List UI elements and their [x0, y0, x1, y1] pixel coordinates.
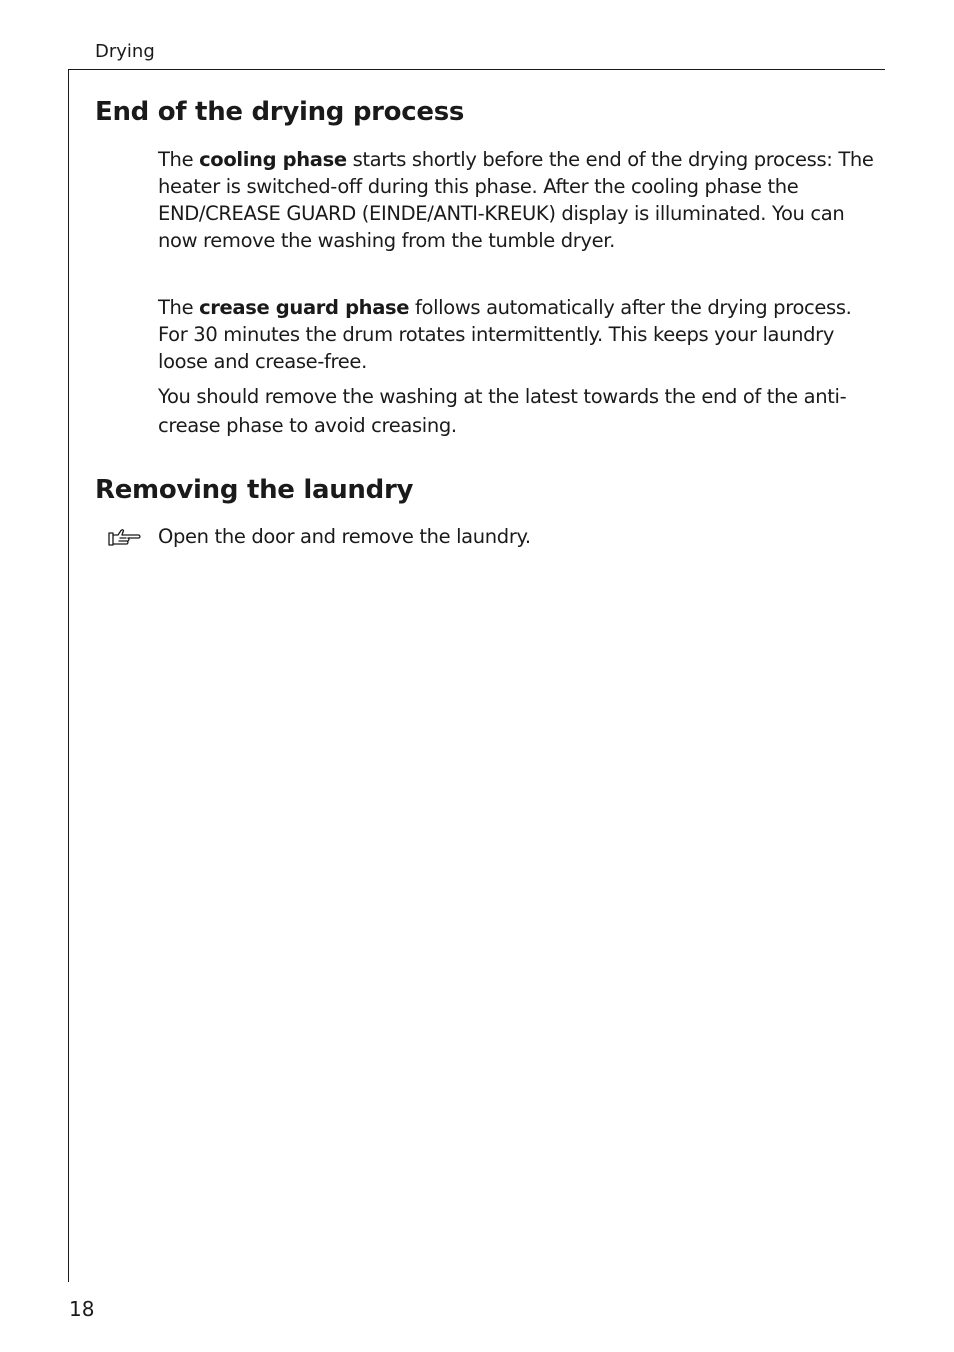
bold-term: cooling phase	[199, 148, 347, 171]
paragraph-crease-guard-phase	[158, 294, 878, 375]
paragraph-text: starts shortly before the end of the drying process: The heater is switched-off during this phase. After the cooling phase the END/CREASE GUARD (EINDE/ANTI-KREUK) display is illuminated. You can now remove the washing from the tumble dryer.	[158, 148, 874, 252]
step-open-door: Open the door and remove the laundry.	[158, 525, 531, 548]
header-rule	[69, 69, 885, 70]
paragraph-cooling-phase	[158, 146, 878, 254]
paragraph-text: The	[158, 296, 200, 319]
page-number: 18	[69, 1297, 95, 1321]
margin-rule	[68, 69, 69, 1282]
paragraph-text: follows automatically after the drying process. For 30 minutes the drum rotates intermittently. This keeps your laundry loose and crease-free.	[158, 296, 852, 373]
section-heading-end-of-drying: End of the drying process	[95, 97, 465, 127]
paragraph-text: The	[158, 148, 200, 171]
paragraph-remove-washing: You should remove the washing at the latest towards the end of the anti-crease phase to avoid creasing.	[158, 385, 847, 437]
section-heading-removing-laundry: Removing the laundry	[95, 475, 414, 505]
bold-term: crease guard phase	[199, 296, 410, 319]
running-header: Drying	[95, 41, 155, 62]
pointing-hand-icon	[108, 527, 142, 547]
